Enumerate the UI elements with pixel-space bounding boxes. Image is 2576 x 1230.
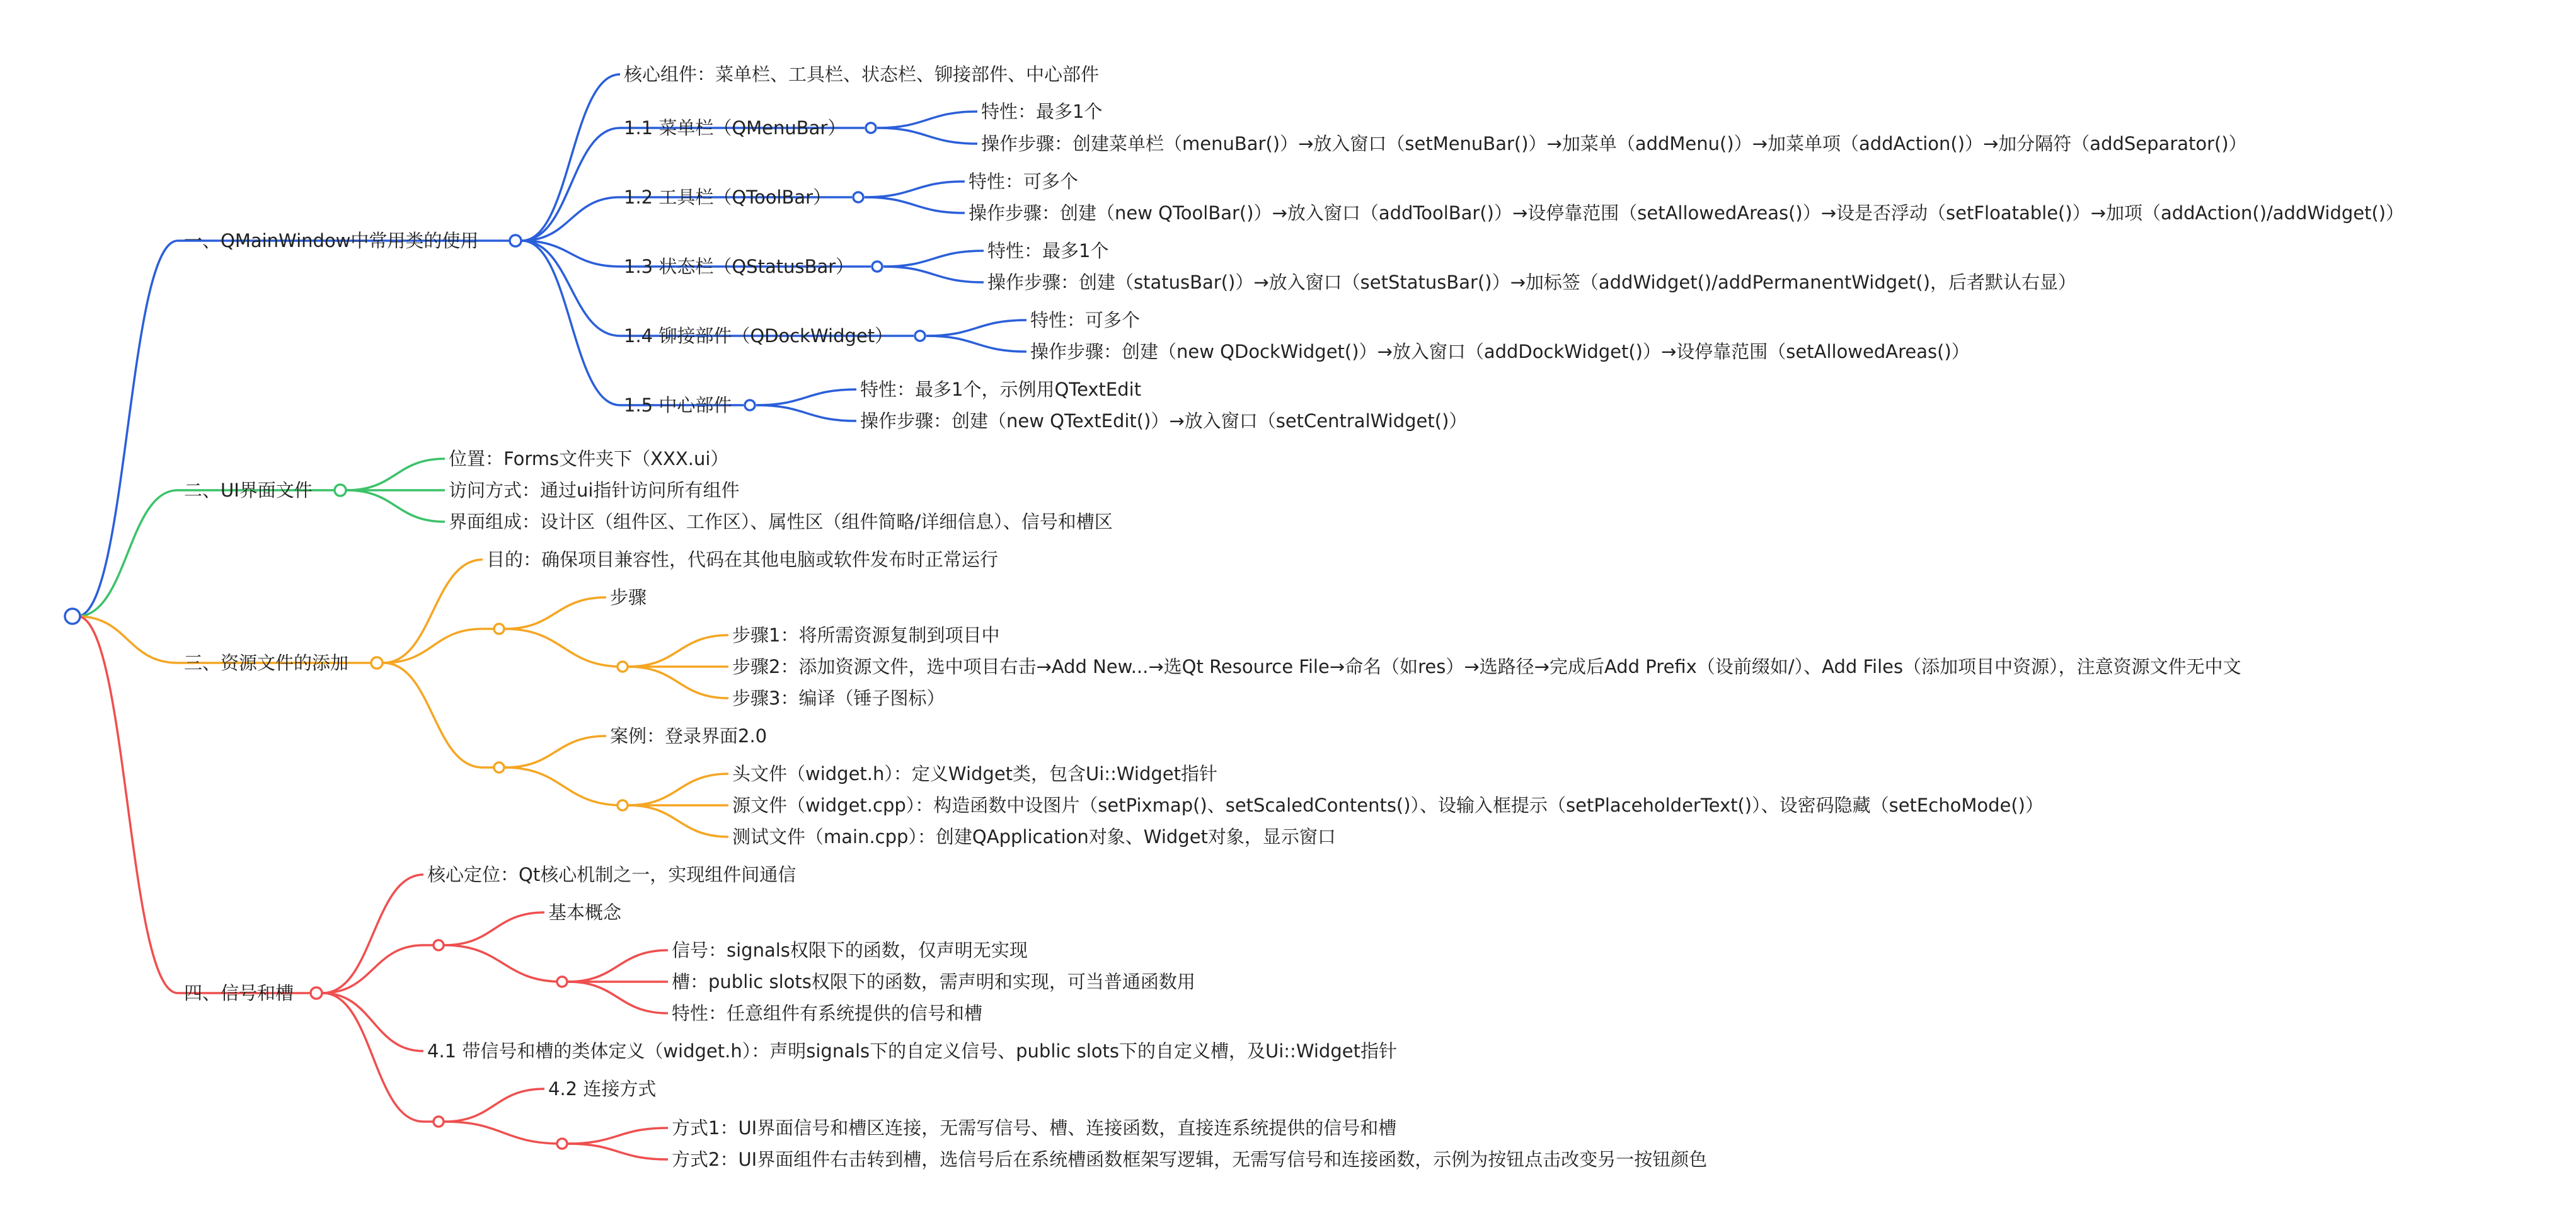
node-toolbar[interactable]: 1.2 工具栏（QToolBar） bbox=[624, 187, 832, 208]
node-class-definition[interactable]: 4.1 带信号和槽的类体定义（widget.h）：声明signals下的自定义信号、public slots下的自定义槽，及Ui::Widget指针 bbox=[427, 1040, 1397, 1062]
node-central[interactable]: 1.5 中心部件 bbox=[624, 394, 732, 416]
node-ui-location[interactable]: 位置：Forms文件夹下（XXX.ui） bbox=[449, 448, 729, 469]
node-menubar[interactable]: 1.1 菜单栏（QMenuBar） bbox=[624, 117, 846, 139]
node-toolbar-feature[interactable]: 特性：可多个 bbox=[969, 171, 1079, 192]
node-statusbar-feature[interactable]: 特性：最多1个 bbox=[987, 240, 1109, 262]
node-connect-method-1[interactable]: 方式1：UI界面信号和槽区连接，无需写信号、槽、连接函数，直接连系统提供的信号和槽 bbox=[672, 1117, 1397, 1139]
node-resource-purpose[interactable]: 目的：确保项目兼容性，代码在其他电脑或软件发布时正常运行 bbox=[486, 549, 999, 570]
node-statusbar[interactable]: 1.3 状态栏（QStatusBar） bbox=[624, 256, 854, 277]
node-basic-signal[interactable]: 信号：signals权限下的函数，仅声明无实现 bbox=[672, 940, 1028, 961]
branch-qmainwindow[interactable]: 一、QMainWindow中常用类的使用 bbox=[184, 230, 479, 251]
node-central-steps[interactable]: 操作步骤：创建（new QTextEdit()）→放入窗口（setCentralWidget()） bbox=[860, 410, 1468, 432]
node-menubar-steps[interactable]: 操作步骤：创建菜单栏（menuBar()）→放入窗口（setMenuBar()）→加菜单（addMenu()）→加菜单项（addAction()）→加分隔符（addSeparator()） bbox=[981, 133, 2247, 154]
node-step-1[interactable]: 步骤1：将所需资源复制到项目中 bbox=[732, 624, 1000, 646]
node-basic-feature[interactable]: 特性：任意组件有系统提供的信号和槽 bbox=[672, 1003, 983, 1024]
branch-signals-slots[interactable]: 四、信号和槽 bbox=[184, 982, 294, 1004]
node-basic-slot[interactable]: 槽：public slots权限下的函数，需声明和实现，可当普通函数用 bbox=[672, 971, 1195, 992]
node-dock[interactable]: 1.4 铆接部件（QDockWidget） bbox=[624, 325, 894, 347]
node-step-3[interactable]: 步骤3：编译（锤子图标） bbox=[732, 687, 945, 709]
node-statusbar-steps[interactable]: 操作步骤：创建（statusBar()）→放入窗口（setStatusBar()）→加标签（addWidget()/addPermanentWidget()，后者默认右显） bbox=[987, 272, 2077, 293]
branch-resource-file[interactable]: 三、资源文件的添加 bbox=[184, 652, 349, 674]
node-toolbar-steps[interactable]: 操作步骤：创建（new QToolBar()）→放入窗口（addToolBar()）→设停靠范围（setAllowedAreas()）→设是否浮动（setFloatable()）→加项（addAction()/addWidget()） bbox=[969, 202, 2405, 224]
node-step-2[interactable]: 步骤2：添加资源文件，选中项目右击→Add New...→选Qt Resource File→命名（如res）→选路径→完成后Add Prefix（设前缀如/）、Add Files（添加项目中资源），注意资源文件无中文 bbox=[732, 656, 2241, 677]
node-signals-core[interactable]: 核心定位：Qt核心机制之一，实现组件间通信 bbox=[427, 864, 796, 885]
node-connect-method-2[interactable]: 方式2：UI界面组件右击转到槽，选信号后在系统槽函数框架写逻辑，无需写信号和连接函数，示例为按钮点击改变另一按钮颜色 bbox=[672, 1149, 1708, 1170]
node-case-header[interactable]: 头文件（widget.h）：定义Widget类，包含Ui::Widget指针 bbox=[732, 763, 1217, 785]
node-ui-access[interactable]: 访问方式：通过ui指针访问所有组件 bbox=[449, 480, 740, 501]
node-dock-feature[interactable]: 特性：可多个 bbox=[1030, 309, 1141, 331]
node-core-components[interactable]: 核心组件：菜单栏、工具栏、状态栏、铆接部件、中心部件 bbox=[624, 64, 1100, 85]
node-connect-title[interactable]: 4.2 连接方式 bbox=[548, 1078, 657, 1100]
node-dock-steps[interactable]: 操作步骤：创建（new QDockWidget()）→放入窗口（addDockWidget()）→设停靠范围（setAllowedAreas()） bbox=[1030, 341, 1970, 362]
node-steps-title[interactable]: 步骤 bbox=[610, 587, 647, 608]
node-case-title[interactable]: 案例：登录界面2.0 bbox=[610, 725, 768, 747]
node-basic-title[interactable]: 基本概念 bbox=[548, 902, 622, 923]
node-ui-composition[interactable]: 界面组成：设计区（组件区、工作区）、属性区（组件简略/详细信息）、信号和槽区 bbox=[449, 511, 1113, 532]
node-case-source[interactable]: 源文件（widget.cpp）：构造函数中设图片（setPixmap()、setScaledContents()）、设输入框提示（setPlaceholderText()）、设密码隐藏（setEchoMode()） bbox=[732, 795, 2044, 816]
branch-ui-file[interactable]: 二、UI界面文件 bbox=[184, 480, 313, 501]
node-case-main[interactable]: 测试文件（main.cpp）：创建QApplication对象、Widget对象，显示窗口 bbox=[732, 826, 1336, 848]
node-menubar-feature[interactable]: 特性：最多1个 bbox=[981, 101, 1103, 122]
node-central-feature[interactable]: 特性：最多1个，示例用QTextEdit bbox=[860, 379, 1142, 400]
